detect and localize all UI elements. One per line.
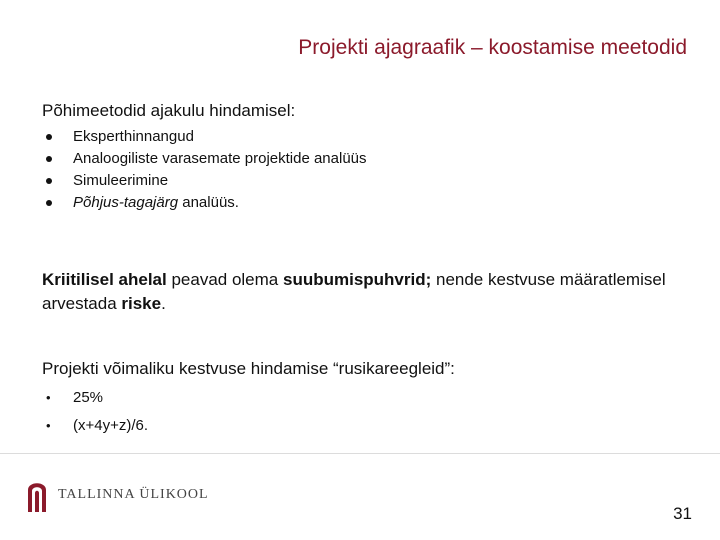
rules-heading: Projekti võimaliku kestvuse hindamise “rusikareegleid”:: [42, 359, 455, 378]
rules-list: [44, 384, 148, 440]
critical-chain-paragraph: [42, 268, 682, 316]
list-item: Analoogiliste varasemate projektide analüüs: [44, 148, 367, 170]
list-item: • (x+4y+z)/6.: [44, 412, 148, 440]
list-item: Eksperthinnangud: [44, 126, 367, 148]
slide-title: Projekti ajagraafik – koostamise meetodid: [298, 36, 687, 59]
bold-text: suubumispuhvrid;: [282, 270, 432, 289]
bold-text: riske: [121, 294, 162, 313]
paragraph-text: .: [161, 294, 166, 313]
tallinn-university-logo-icon: [26, 478, 48, 512]
bold-text: Kriitilisel ahelal: [42, 270, 167, 289]
page-number: 31: [673, 504, 692, 523]
list-item: Simuleerimine: [44, 170, 367, 192]
italic-text: Põhjus-tagajärg: [73, 194, 179, 211]
list-item: • 25%: [44, 384, 148, 412]
paragraph-text: peavad olema: [166, 270, 283, 289]
methods-heading: Põhimeetodid ajakulu hindamisel:: [42, 101, 296, 120]
footer-divider: [0, 453, 720, 454]
footer-logo: [26, 478, 209, 512]
list-item: [44, 192, 367, 214]
logo-text: TALLINNA ÜLIKOOL: [58, 487, 209, 502]
methods-list: [44, 126, 367, 214]
list-item-rest: analüüs.: [178, 194, 239, 211]
paragraph-text: nende kestvuse määratlemisel arvestada: [42, 270, 666, 313]
